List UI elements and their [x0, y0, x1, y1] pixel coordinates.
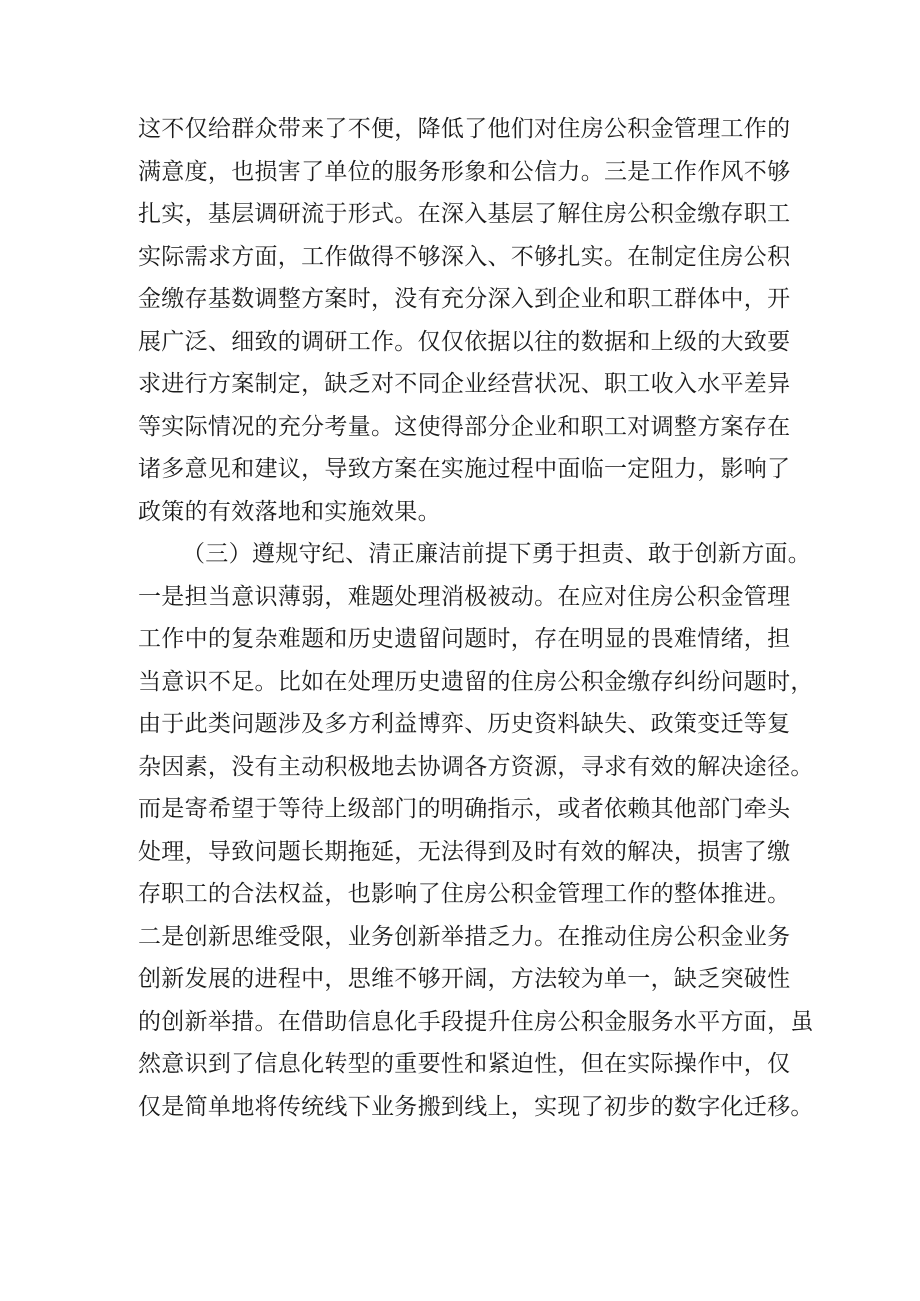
- text-line: 实际需求方面，工作做得不够深入、不够扎实。在制定住房公积: [138, 243, 791, 270]
- text-line: 而是寄希望于等待上级部门的明确指示，或者依赖其他部门牵头: [138, 796, 791, 822]
- text-line: 创新发展的进程中，思维不够开阔，方法较为单一，缺乏突破性: [138, 966, 791, 992]
- text-line: 一是担当意识薄弱，难题处理消极被动。在应对住房公积金管理: [138, 583, 791, 610]
- text-line: 满意度，也损害了单位的服务形象和公信力。三是工作作风不够: [138, 158, 791, 185]
- text-line: 的创新举措。在借助信息化手段提升住房公积金服务水平方面，虽: [138, 1008, 814, 1035]
- body-text: [138, 108, 814, 1128]
- text-line: 等实际情况的充分考量。这使得部分企业和职工对调整方案存在: [138, 413, 791, 440]
- text-line: 展广泛、细致的调研工作。仅仅依据以往的数据和上级的大致要: [138, 328, 791, 355]
- text-line: 金缴存基数调整方案时，没有充分深入到企业和职工群体中，开: [138, 286, 791, 312]
- section-heading: （三）遵规守纪、清正廉洁前提下勇于担责、敢于创新方面。: [182, 541, 812, 567]
- text-line: 仅是简单地将传统线下业务搬到线上，实现了初步的数字化迁移。: [138, 1093, 814, 1120]
- text-line: 然意识到了信息化转型的重要性和紧迫性，但在实际操作中，仅: [138, 1051, 791, 1077]
- text-line: 二是创新思维受限，业务创新举措乏力。在推动住房公积金业务: [138, 923, 791, 950]
- text-line: 存职工的合法权益，也影响了住房公积金管理工作的整体推进。: [138, 881, 791, 907]
- text-line: 工作中的复杂难题和历史遗留问题时，存在明显的畏难情绪，担: [138, 626, 791, 652]
- text-line: 这不仅给群众带来了不便，降低了他们对住房公积金管理工作的: [138, 116, 791, 142]
- text-line: 政策的有效落地和实施效果。: [138, 498, 441, 525]
- text-line: 诸多意见和建议，导致方案在实施过程中面临一定阻力，影响了: [138, 456, 791, 482]
- text-line: 扎实，基层调研流于形式。在深入基层了解住房公积金缴存职工: [138, 201, 791, 227]
- text-line: 由于此类问题涉及多方利益博弈、历史资料缺失、政策变迁等复: [138, 711, 791, 737]
- text-line: 求进行方案制定，缺乏对不同企业经营状况、职工收入水平差异: [138, 371, 791, 397]
- text-line: 处理，导致问题长期拖延，无法得到及时有效的解决，损害了缴: [138, 838, 791, 865]
- text-line: 杂因素，没有主动积极地去协调各方资源，寻求有效的解决途径。: [138, 753, 814, 780]
- text-line: 当意识不足。比如在处理历史遗留的住房公积金缴存纠纷问题时，: [138, 668, 814, 695]
